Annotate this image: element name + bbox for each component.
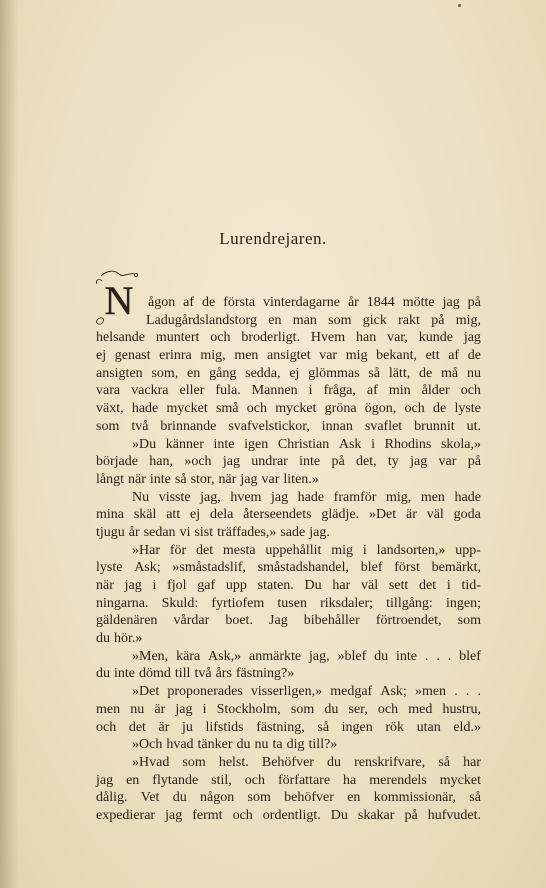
text-line: du inte dömd till två års fästning?» [96,666,295,682]
text-line: ningarna. Skuld: fyrtiofem tusen riksdaler; tillgång: ingen; [96,595,481,611]
text-line: när jag i fjol gaf upp staten. Du har väl sett det i tid- [96,578,481,593]
text-line: mina skäl att ej dela återseendets glädje. »Det är väl goda [96,507,481,523]
text-line: och det är ju lifstids fästning, så ingen rök utan eld.» [96,719,481,735]
drop-cap-letter: N [104,278,134,323]
text-line: »Har för det mesta uppehållit mig i landsorten,» upp- [132,542,481,558]
text-line: »Det proponerades visserligen,» medgaf Ask; »men . . . [132,684,481,700]
text-line: Ladugårdslandstorg en man som gick rakt på mig, [146,312,481,328]
paper-speck [458,4,461,7]
spine-shadow [0,0,18,888]
body-text [96,294,481,825]
text-line: ej genast erinra mig, men ansigtet var mig bekant, ett af de [96,348,481,364]
chapter-title: Lurendrejaren. [219,229,327,248]
text-line: vara vackra eller fula. Mannen i fråga, af min ålder och [96,383,481,399]
text-line: men nu är jag i Stockholm, som du ser, och med hustru, [96,701,481,717]
text-line: växt, hade mycket små och mycket gröna ögon, och de lyste [96,401,481,417]
text-line: dålig. Vet du någon som behöfver en kommissionär, så [96,790,481,806]
text-line: gäldenären vårdar boet. Jag bibehåller förtroendet, som [96,613,481,629]
text-line: långt när inte så stor, när jag var liten.» [96,471,319,487]
text-line: »Men, kära Ask,» anmärkte jag, »blef du inte . . . blef [132,648,481,664]
text-line: tjugu år sedan vi sist träffades,» sade jag. [96,524,330,540]
text-line: Nu visste jag, hvem jag hade framför mig, men hade [132,489,481,505]
text-line: helsande muntert och broderligt. Hvem han var, kunde jag [96,330,481,346]
text-line: som två brinnande svafvelstickor, innan svaflet brunnit ut. [96,418,481,434]
text-line: ansigten som, en gång sedda, ej glömmas så lätt, de må nu [96,365,481,381]
text-line: började han, »och jag undrar inte på det, ty jag var på [96,454,481,470]
text-line: lyste Ask; »småstadslif, småstadshandel, blef först bemärkt, [96,560,481,576]
text-line: »Hvad som helst. Behöfver du renskrifvare, så har [132,754,481,770]
text-line: expedierar jag fermt och ordentligt. Du skakar på hufvudet. [96,807,481,823]
text-line: du hör.» [96,631,143,647]
text-line: »Du känner inte igen Christian Ask i Rhodins skola,» [132,436,481,452]
text-line: jag en flytande stil, och författare ha merendels mycket [96,772,481,788]
text-line: ågon af de första vinterdagarne år 1844 mötte jag på [148,295,481,310]
text-line: »Och hvad tänker du nu ta dig till?» [132,737,338,753]
